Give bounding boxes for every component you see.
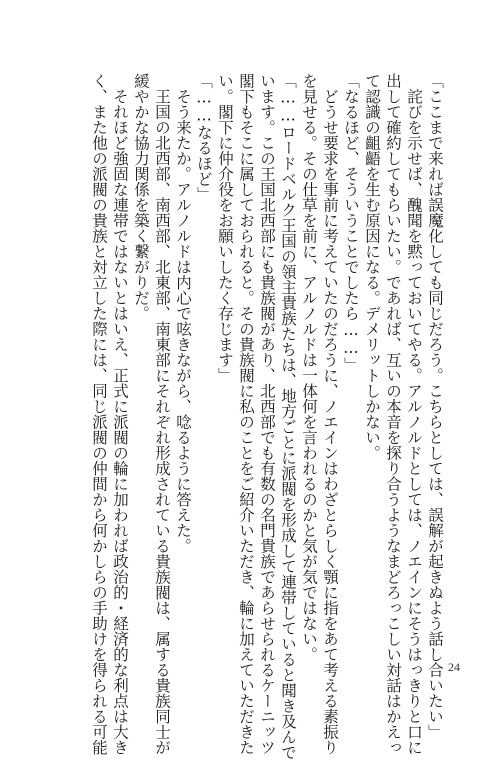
text-line: それほど強固な連帯ではないとはいえ、正式に派閥の輪に加われば政治的・経済的な利点は大き: [111, 73, 129, 755]
text-line: 「……なるほど」: [195, 73, 213, 202]
text-line: く、また他の派閥の貴族と対立した際には、同じ派閥の仲間から何かしらの手助けを得られる可能: [90, 73, 108, 755]
text-line: 「……ロードベルク王国の領主貴族たちは、地方ごとに派閥を形成して連帯していると聞き及んで: [279, 73, 297, 760]
text-line: 出して確約してもらいたい。であれば、互いの本音を探り合うようなまどろっこしい対話はかえっ: [384, 73, 402, 755]
text-line: 緩やかな協力関係を築く繋がりだ。: [132, 73, 150, 321]
body-text: [88, 73, 445, 760]
text-line: 「なるほど、そういうことでしたら……」: [342, 73, 360, 373]
text-line: います。この王国北西部にも貴族閥があり、北西部でも有数の名門貴族であらせられるケーニッツ: [258, 73, 276, 755]
text-line: 「ここまで来れば誤魔化しても同じだろう。こちらとしては、誤解が起きぬよう話し合いたい」: [426, 73, 444, 740]
text-line: を見せる。その仕草を前に、アルノルドは一体何を言われるのかと気が気ではない。: [300, 73, 318, 662]
text-line: どうせ要求を事前に考えていたのだろうに、ノエインはわざとらしく顎に指をあて考える素振り: [321, 73, 339, 755]
text-line: い。閣下に仲介役をお願いしたく存じます」: [216, 73, 234, 383]
text-line: そう来たか。アルノルドは内心で呟きながら、唸るように答えた。: [174, 73, 192, 554]
text-line: 詫びを示せば、醜聞を黙っておいてやる。アルノルドとしては、ノエインにそうはっきりと口に: [405, 73, 423, 755]
text-line: て認識の齟齬を生む原因になる。デメリットしかない。: [363, 73, 381, 461]
text-line: 閣下もそこに属しておられると。その貴族閥に私のことをご紹介いただき、輪に加えていただきた: [237, 73, 255, 755]
text-line: 王国の北西部、南西部、北東部、南東部にそれぞれ形成されている貴族閥は、属する貴族同士が: [153, 73, 171, 755]
page-number: 24: [448, 660, 460, 674]
